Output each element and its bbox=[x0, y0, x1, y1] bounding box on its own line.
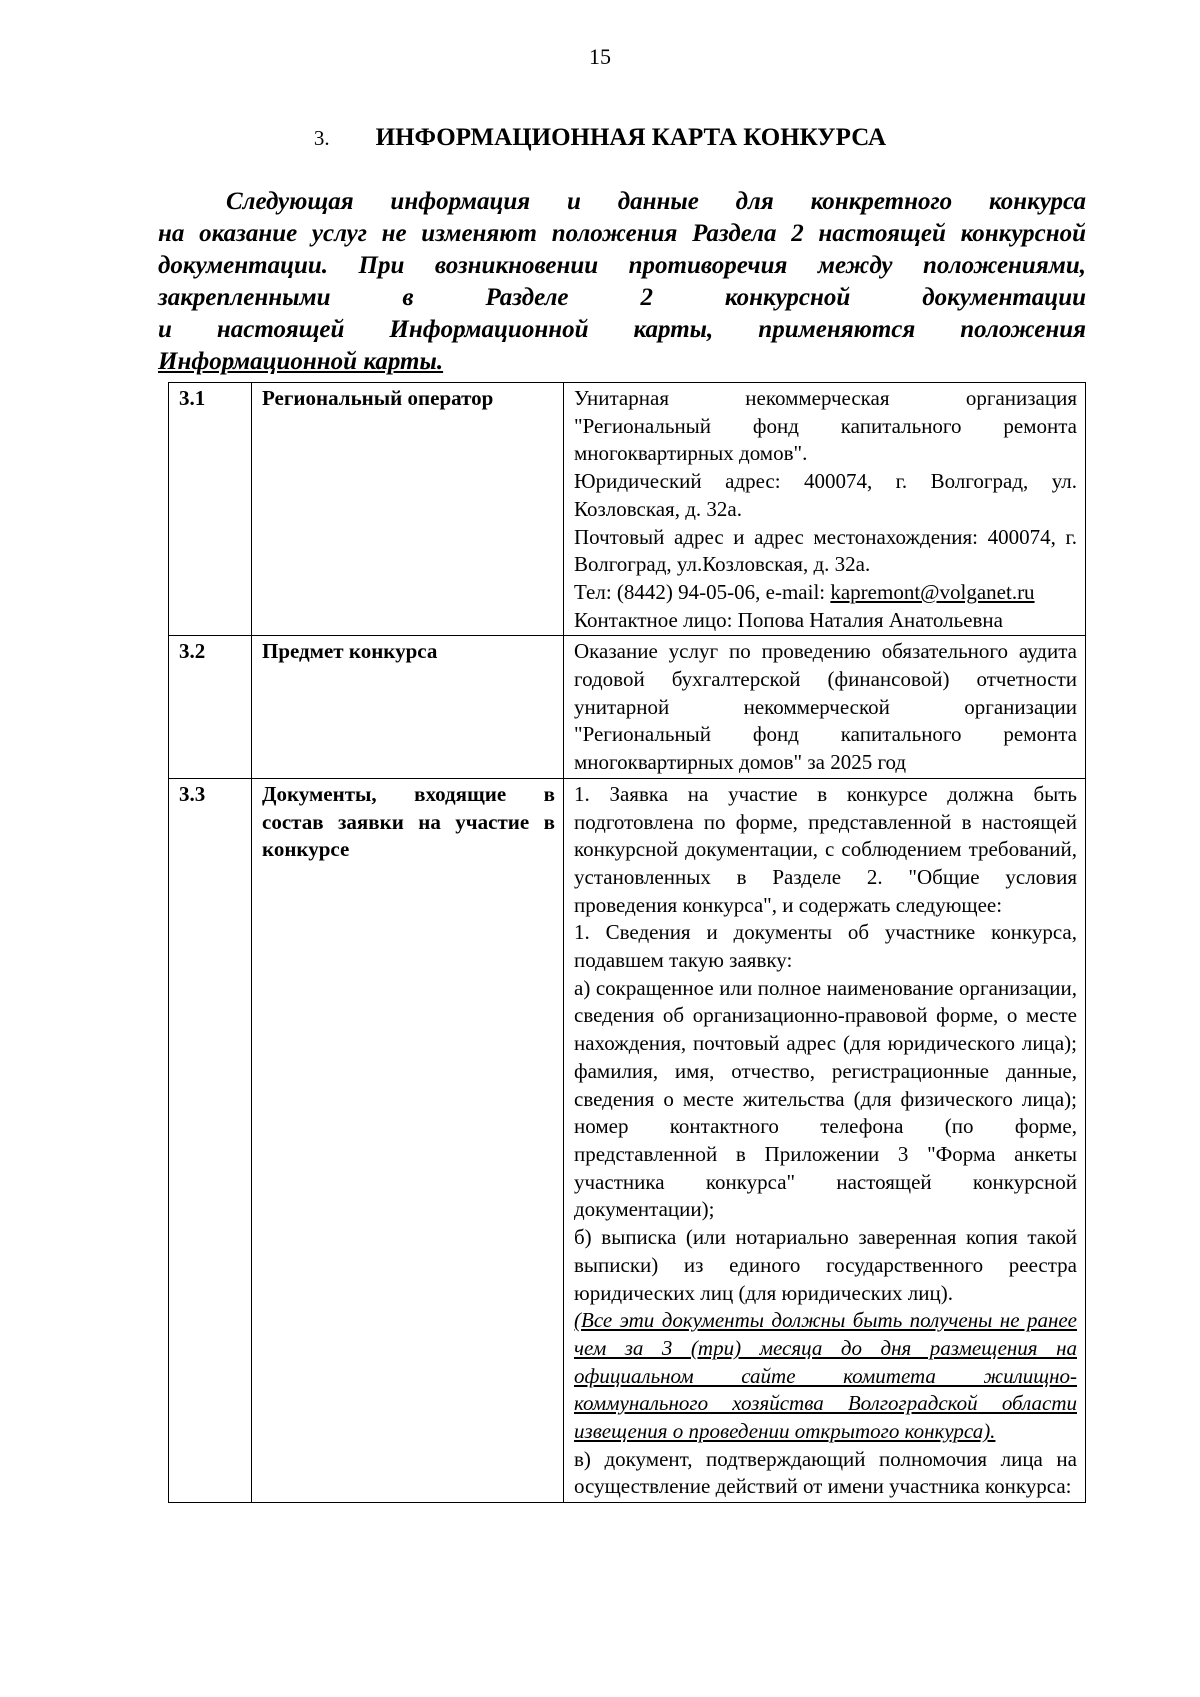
intro-line: и настоящей Информационной карты, применяются положения bbox=[158, 316, 1086, 343]
table-row bbox=[169, 383, 1086, 636]
intro-line: закрепленными в Разделе 2 конкурсной документации bbox=[158, 284, 1086, 311]
row-number: 3.1 bbox=[169, 383, 252, 636]
legal-address: Юридический адрес: 400074, г. Волгоград, ул. Козловская, д. 32а. bbox=[574, 469, 1077, 521]
requirements-note: (Все эти документы должны быть получены не ранее чем за 3 (три) месяца до дня размещения на официальном сайте комитета жилищно-коммунального хозяйства Волгоградской области извещения о проведении открытого конкурса). bbox=[574, 1308, 1077, 1444]
table-row bbox=[169, 636, 1086, 779]
section-number: 3. bbox=[313, 126, 330, 150]
requirements-paragraph: 1. Сведения и документы об участнике конкурса, подавшем такую заявку: bbox=[574, 920, 1077, 973]
contact-phone: Тел: (8442) 94-05-06, e-mail: kapremont@volganet.ru bbox=[574, 579, 1035, 604]
operator-name: Унитарная некоммерческая организация "Региональный фонд капитального ремонта многоквартирных домов". bbox=[574, 386, 1077, 466]
email-link[interactable]: kapremont@volganet.ru bbox=[830, 579, 1035, 604]
requirements-paragraph: б) выписка (или нотариально заверенная копия такой выписки) из единого государственного реестра юридических лиц (для юридических лиц). bbox=[574, 1225, 1077, 1305]
subject-text: Оказание услуг по проведению обязательного аудита годовой бухгалтерской (финансовой) отчетности унитарной некоммерческой организации "Региональный фонд капитального ремонта многоквартирных домов" за 2025 год bbox=[574, 639, 1077, 775]
row-value bbox=[564, 383, 1086, 636]
requirements-paragraph: а) сокращенное или полное наименование организации, сведения об организационно-правовой форме, о месте нахождения, почтовый адрес (для юридического лица); фамилия, имя, отчество, регистрационные данные, сведения о месте жительства (для физического лица); номер контактного телефона (по форме, представленной в Приложении 3 "Форма анкеты участника конкурса" настоящей конкурсной документации); bbox=[574, 975, 1077, 1222]
section-heading bbox=[0, 124, 1200, 152]
intro-line: Следующая информация и данные для конкретного конкурса bbox=[226, 188, 1086, 215]
table-row bbox=[169, 778, 1086, 1502]
row-title: Предмет конкурса bbox=[252, 636, 564, 779]
row-number: 3.3 bbox=[169, 778, 252, 1502]
row-title: Региональный оператор bbox=[252, 383, 564, 636]
postal-address: Почтовый адрес и адрес местонахождения: 400074, г. Волгоград, ул.Козловская, д. 32а. bbox=[574, 524, 1077, 577]
intro-paragraph bbox=[158, 186, 1086, 378]
page-number: 15 bbox=[589, 44, 611, 69]
row-value bbox=[564, 636, 1086, 779]
intro-line: документации. При возникновении противоречия между положениями, bbox=[158, 252, 1086, 279]
contact-person: Контактное лицо: Попова Наталия Анатольевна bbox=[574, 607, 1003, 632]
intro-line: Информационной карты. bbox=[158, 348, 444, 375]
row-title: Документы, входящие в состав заявки на участие в конкурсе bbox=[252, 778, 564, 1502]
intro-line: на оказание услуг не изменяют положения Раздела 2 настоящей конкурсной bbox=[158, 220, 1086, 247]
row-value bbox=[564, 778, 1086, 1502]
info-card-table bbox=[168, 382, 1086, 1503]
requirements-paragraph: 1. Заявка на участие в конкурсе должна быть подготовлена по форме, представленной в настоящей конкурсной документации, с соблюдением требований, установленных в Разделе 2. "Общие условия проведения конкурса", и содержать следующее: bbox=[574, 781, 1077, 917]
requirements-paragraph: в) документ, подтверждающий полномочия лица на осуществление действий от имени участника конкурса: bbox=[574, 1446, 1077, 1499]
row-number: 3.2 bbox=[169, 636, 252, 779]
section-title: ИНФОРМАЦИОННАЯ КАРТА КОНКУРСА bbox=[375, 124, 887, 151]
